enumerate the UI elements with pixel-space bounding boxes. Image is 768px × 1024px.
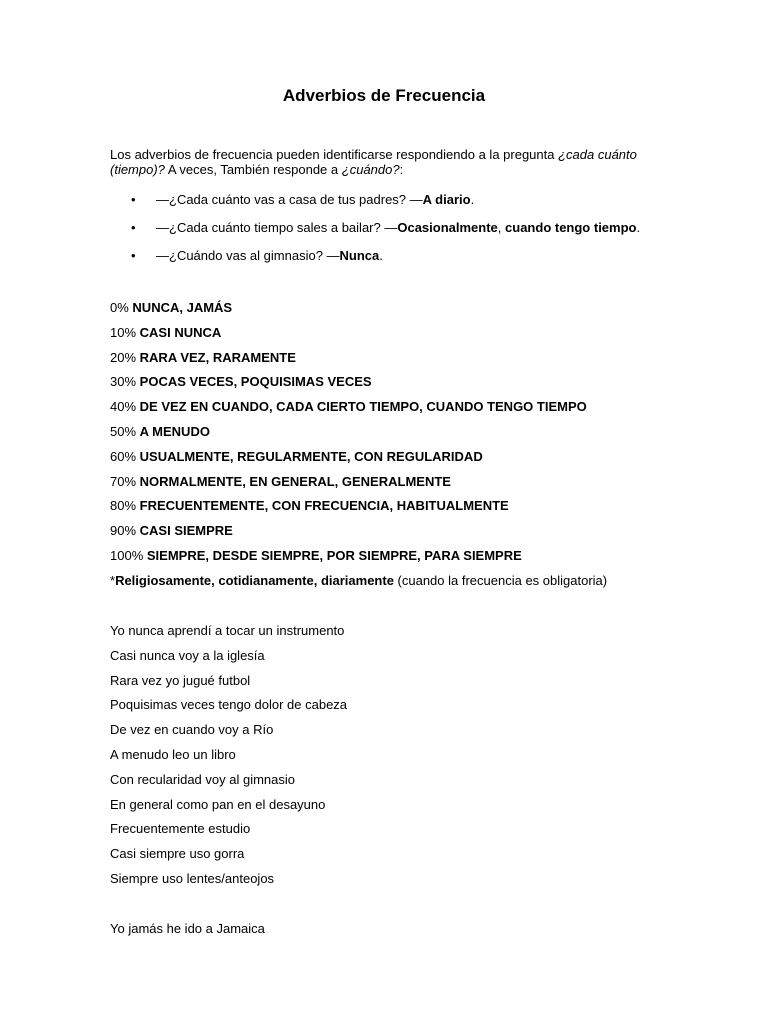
example-end: .	[470, 192, 475, 207]
scale-percent: 100%	[110, 547, 144, 563]
scale-percent: 40%	[110, 399, 137, 415]
list-item	[110, 192, 670, 220]
frequency-scale	[110, 300, 670, 598]
intro-question: ¿cada cuánto (tiempo)?	[110, 147, 637, 177]
example-answer: A diario	[422, 192, 471, 207]
bullet-icon: •	[131, 248, 136, 263]
scale-percent: 80%	[110, 498, 137, 514]
example-question: —¿Cuándo vas al gimnasio? —	[156, 248, 340, 263]
scale-words: A MENUDO	[139, 423, 210, 439]
scale-words: NORMALMENTE, EN GENERAL, GENERALMENTE	[139, 473, 451, 489]
scale-row	[110, 498, 670, 523]
example-question: —¿Cada cuánto vas a casa de tus padres? —	[156, 192, 423, 207]
sentence: A menudo leo un libro	[110, 746, 236, 762]
scale-note	[110, 573, 670, 598]
scale-words: CASI SIEMPRE	[139, 523, 233, 539]
scale-row	[110, 449, 670, 474]
list-item	[110, 248, 670, 276]
bullet-icon: •	[131, 192, 136, 207]
scale-words: USUALMENTE, REGULARMENTE, CON REGULARIDAD	[139, 448, 483, 464]
intro-question: ¿cuándo?	[341, 162, 400, 177]
note-star: *	[110, 572, 116, 588]
scale-words: SIEMPRE, DESDE SIEMPRE, POR SIEMPRE, PARA SIEMPRE	[146, 547, 522, 563]
last-sentence: Yo jamás he ido a Jamaica	[110, 921, 265, 936]
scale-row	[110, 325, 670, 350]
scale-percent: 60%	[110, 448, 137, 464]
note-bold: Religiosamente, cotidianamente, diariamente	[115, 572, 394, 588]
example-answer: Nunca	[339, 248, 380, 263]
scale-row	[110, 548, 670, 573]
example-end: .	[636, 220, 641, 235]
example-list	[110, 192, 670, 276]
scale-percent: 30%	[110, 374, 137, 390]
scale-row	[110, 300, 670, 325]
scale-row	[110, 399, 670, 424]
sentence: Frecuentemente estudio	[110, 821, 251, 837]
sentence: Yo nunca aprendí a tocar un instrumento	[110, 623, 345, 638]
scale-words: FRECUENTEMENTE, CON FRECUENCIA, HABITUALMENTE	[139, 498, 509, 514]
example-answer: Ocasionalmente	[397, 220, 498, 235]
scale-row	[110, 350, 670, 375]
page-title: Adverbios de Frecuencia	[282, 86, 486, 105]
sentence: Casi nunca voy a la iglesía	[110, 647, 265, 663]
sentence: En general como pan en el desayuno	[110, 796, 326, 812]
example-sentences	[110, 623, 670, 896]
example-sep: ,	[497, 220, 506, 235]
intro-text: Los adverbios de frecuencia pueden identificarse respondiendo a la pregunta	[110, 147, 559, 162]
sentence: De vez en cuando voy a Río	[110, 722, 274, 738]
scale-percent: 10%	[110, 324, 137, 340]
example-question: —¿Cada cuánto tiempo sales a bailar? —	[156, 220, 398, 235]
scale-percent: 20%	[110, 349, 137, 365]
sentence: Rara vez yo jugué futbol	[110, 672, 251, 688]
scale-row	[110, 424, 670, 449]
note-rest: (cuando la frecuencia es obligatoria)	[393, 572, 608, 588]
bullet-icon: •	[131, 220, 136, 235]
scale-words: DE VEZ EN CUANDO, CADA CIERTO TIEMPO, CUANDO TENGO TIEMPO	[139, 399, 587, 415]
intro-paragraph	[110, 147, 650, 177]
sentence: Con recularidad voy al gimnasio	[110, 771, 295, 787]
scale-percent: 90%	[110, 523, 137, 539]
scale-words: RARA VEZ, RARAMENTE	[139, 349, 296, 365]
scale-words: CASI NUNCA	[139, 324, 222, 340]
scale-percent: 0%	[110, 300, 129, 315]
scale-words: NUNCA, JAMÁS	[132, 300, 233, 315]
scale-row	[110, 523, 670, 548]
list-item	[110, 220, 670, 248]
sentence: Casi siempre uso gorra	[110, 846, 245, 862]
sentence: Poquisimas veces tengo dolor de cabeza	[110, 697, 348, 713]
scale-words: POCAS VECES, POQUISIMAS VECES	[139, 374, 372, 390]
scale-percent: 70%	[110, 473, 137, 489]
scale-row	[110, 474, 670, 499]
intro-text: A veces, También responde a	[164, 162, 342, 177]
sentence: Siempre uso lentes/anteojos	[110, 870, 275, 886]
example-end: .	[379, 248, 383, 263]
scale-row	[110, 374, 670, 399]
intro-text: :	[399, 162, 404, 177]
scale-percent: 50%	[110, 423, 137, 439]
example-answer: cuando tengo tiempo	[505, 220, 637, 235]
